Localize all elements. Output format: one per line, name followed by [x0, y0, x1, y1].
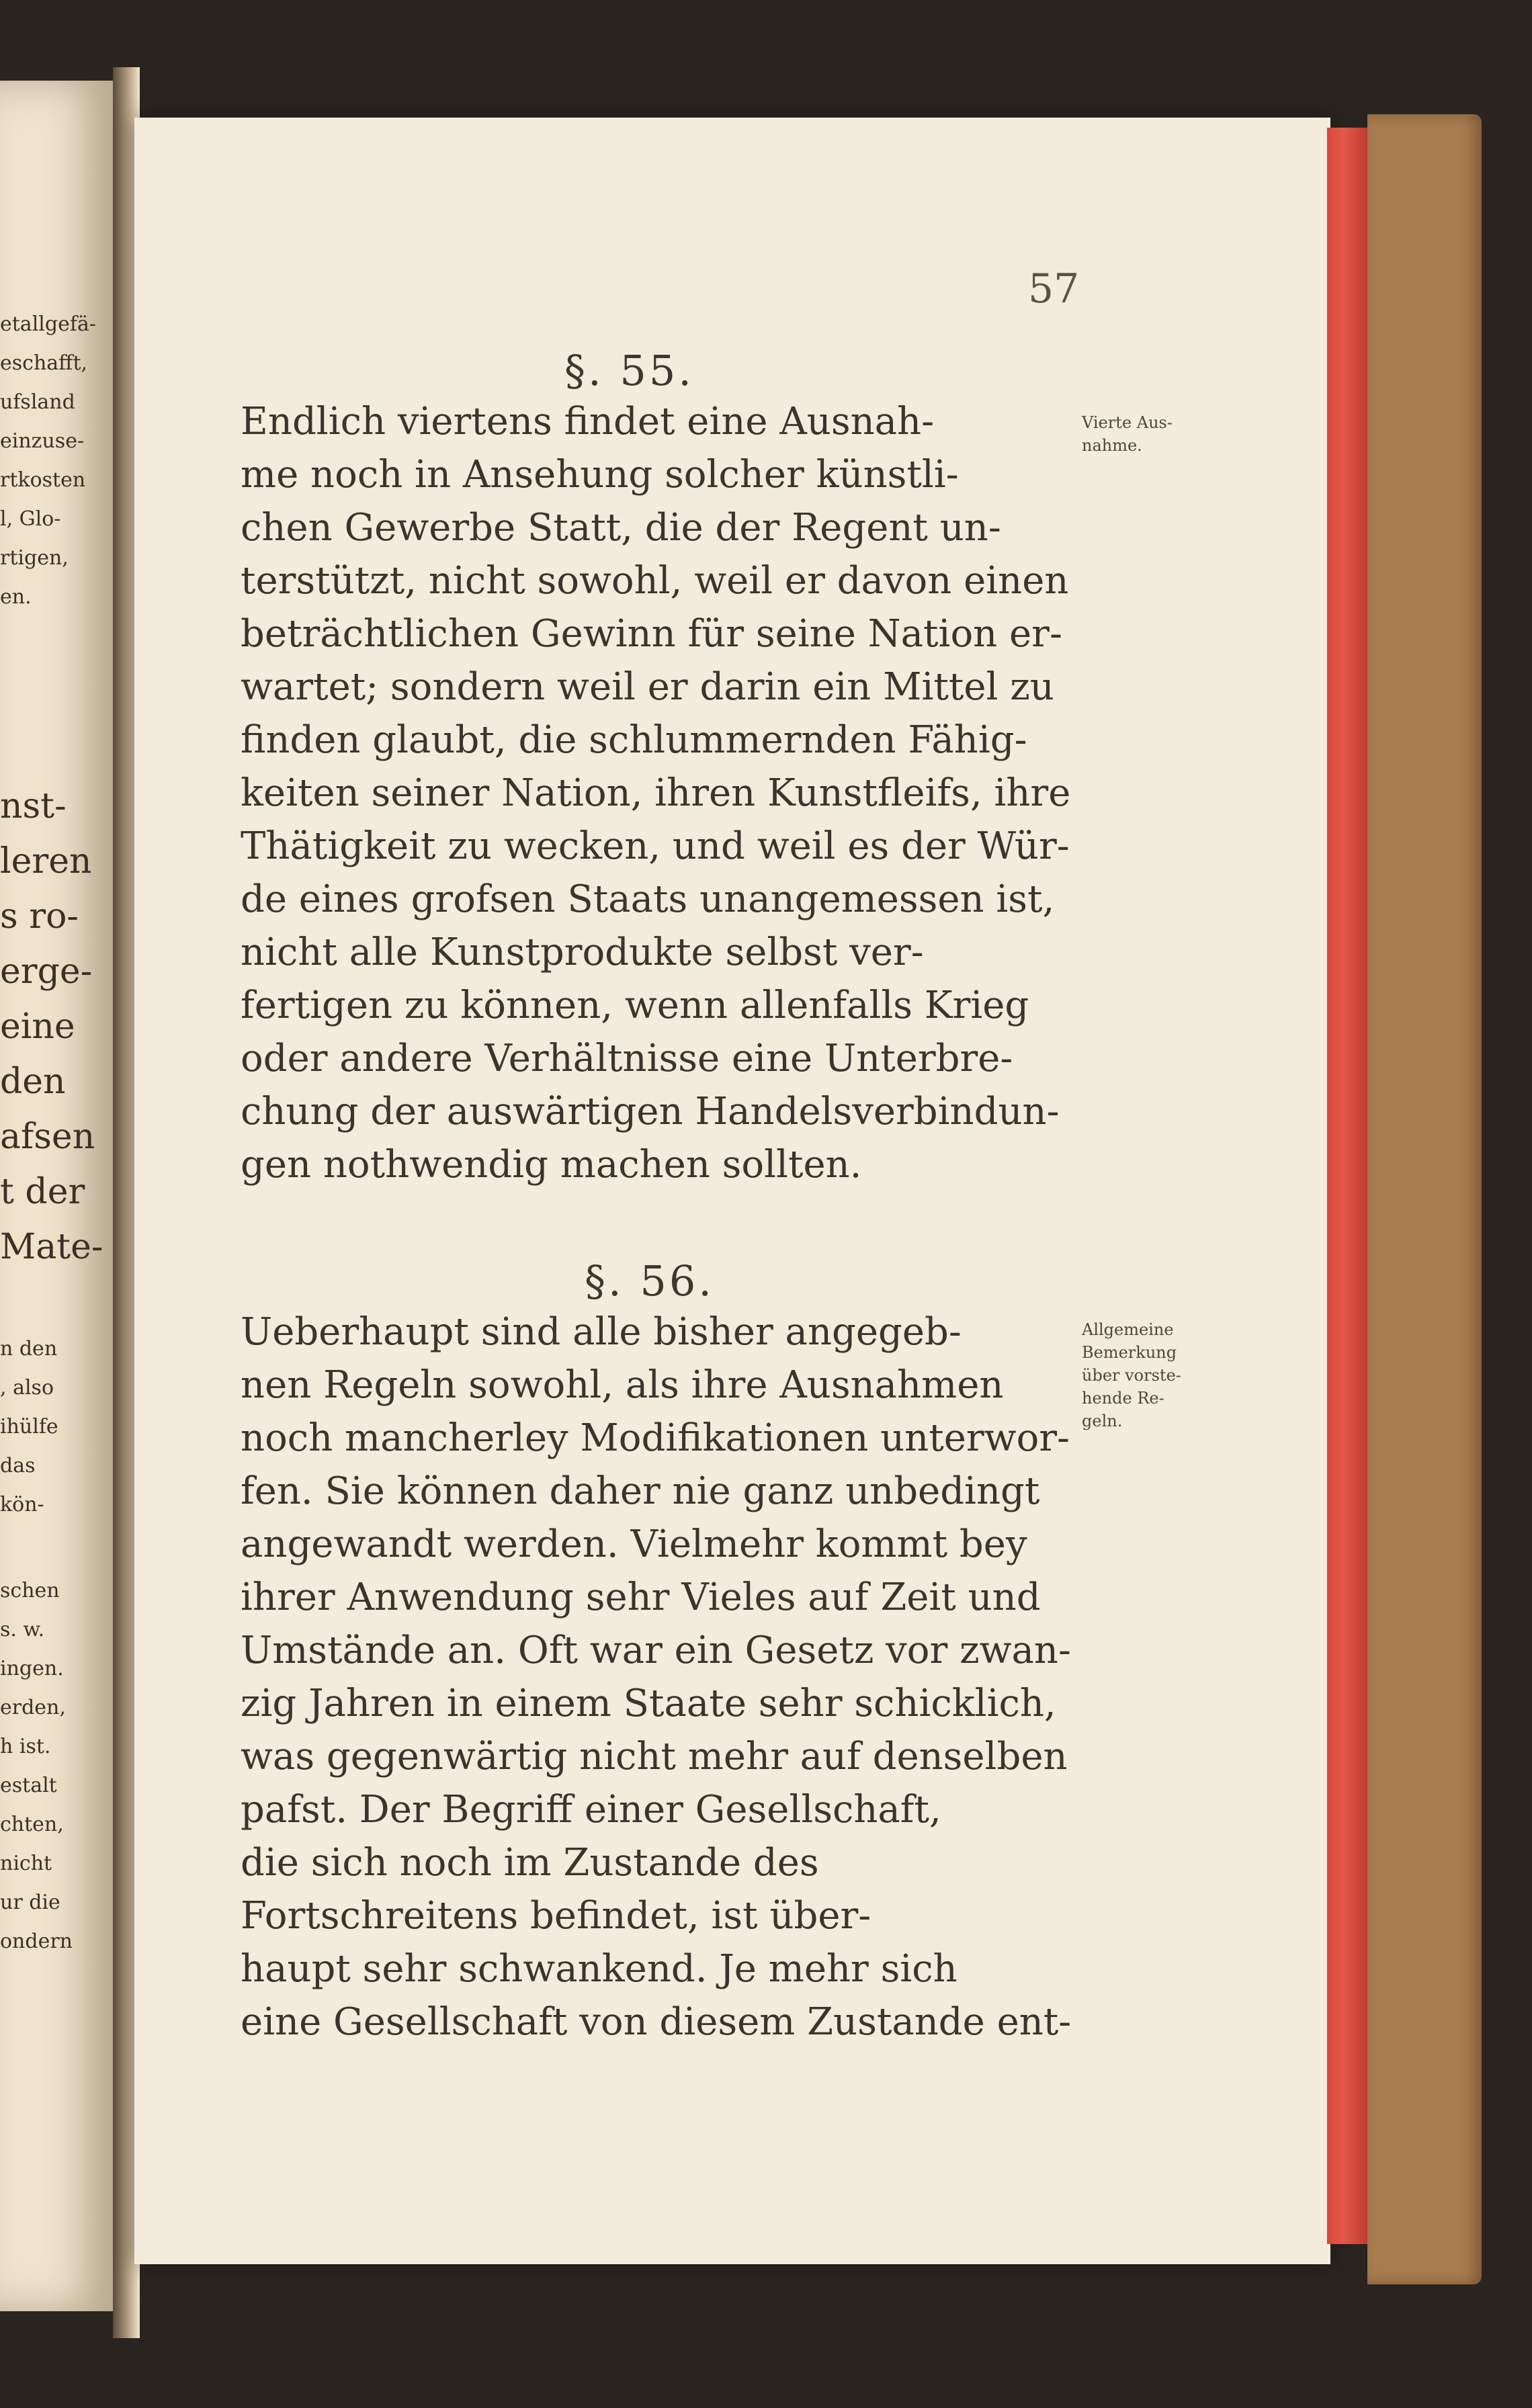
- text-line: Umstände an. Oft war ein Gesetz vor zwan-: [241, 1629, 1071, 1672]
- text-line: beträchtlichen Gewinn für seine Nation er-: [241, 612, 1062, 656]
- left-page-line: kön-: [0, 1493, 44, 1516]
- left-page-line: einzuse-: [0, 429, 85, 453]
- left-page-line: rtigen,: [0, 546, 69, 570]
- left-page-line: l, Glo-: [0, 507, 61, 531]
- left-page-line: t der: [0, 1172, 85, 1212]
- text-line: eine Gesellschaft von diesem Zustande ent-: [241, 2000, 1072, 2044]
- text-line: Fortschreitens befindet, ist über-: [241, 1894, 871, 1938]
- text-line: die sich noch im Zustande des: [241, 1841, 819, 1885]
- text-line: de eines grofsen Staats unangemessen ist,: [241, 877, 1055, 921]
- left-page-line: erge-: [0, 951, 93, 992]
- left-page-line: den: [0, 1062, 66, 1102]
- left-page-line: n den: [0, 1337, 58, 1361]
- text-line: nen Regeln sowohl, als ihre Ausnahmen: [241, 1363, 1004, 1407]
- text-line: fen. Sie können daher nie ganz unbedingt: [241, 1469, 1040, 1513]
- margin-note-line: Bemerkung: [1082, 1343, 1177, 1362]
- left-page-line: s ro-: [0, 896, 79, 937]
- margin-note-line: über vorste-: [1082, 1366, 1181, 1385]
- text-line: haupt sehr schwankend. Je mehr sich: [241, 1947, 958, 1991]
- left-page-line: ondern: [0, 1930, 73, 1953]
- left-page-line: h ist.: [0, 1735, 51, 1758]
- section-heading-56: §. 56.: [585, 1256, 715, 1305]
- margin-note-line: Vierte Aus-: [1082, 413, 1173, 432]
- left-page-line: nicht: [0, 1852, 52, 1875]
- text-line: noch mancherley Modifikationen unterwor-: [241, 1416, 1070, 1460]
- left-page-line: ingen.: [0, 1657, 64, 1680]
- left-page-line: eschafft,: [0, 351, 88, 375]
- text-line: pafst. Der Begriff einer Gesellschaft,: [241, 1788, 941, 1832]
- text-line: Ueberhaupt sind alle bisher angegeb-: [241, 1310, 962, 1354]
- text-line: zig Jahren in einem Staate sehr schicklich,: [241, 1682, 1056, 1725]
- left-page-line: leren: [0, 841, 92, 882]
- text-line: nicht alle Kunstprodukte selbst ver-: [241, 931, 924, 974]
- left-page-line: ur die: [0, 1891, 60, 1914]
- left-page-line: erden,: [0, 1696, 66, 1719]
- text-line: wartet; sondern weil er darin ein Mittel zu: [241, 665, 1054, 709]
- left-page-line: Mate-: [0, 1227, 103, 1267]
- text-line: Endlich viertens findet eine Ausnah-: [241, 400, 935, 443]
- margin-note-line: Allgemeine: [1082, 1320, 1174, 1339]
- left-page-line: rtkosten: [0, 468, 86, 492]
- left-page-line: ufsland: [0, 390, 75, 414]
- text-line: ihrer Anwendung sehr Vieles auf Zeit und: [241, 1576, 1041, 1619]
- text-line: chen Gewerbe Statt, die der Regent un-: [241, 506, 1001, 550]
- section-heading-55: §. 55.: [564, 346, 695, 395]
- left-page-line: ihülfe: [0, 1415, 58, 1438]
- left-page-line: das: [0, 1454, 36, 1477]
- left-page-line: , also: [0, 1376, 54, 1400]
- text-line: oder andere Verhältnisse eine Unterbre-: [241, 1037, 1013, 1080]
- margin-note-line: geln.: [1082, 1412, 1123, 1430]
- left-page-line: estalt: [0, 1774, 57, 1797]
- text-line: me noch in Ansehung solcher künstli-: [241, 453, 959, 497]
- text-line: keiten seiner Nation, ihren Kunstfleifs, ihre: [241, 771, 1071, 815]
- text-line: gen nothwendig machen sollten.: [241, 1143, 862, 1187]
- left-page-line: nst-: [0, 786, 67, 826]
- text-line: Thätigkeit zu wecken, und weil es der Wür-: [241, 824, 1070, 868]
- left-page-line: en.: [0, 585, 32, 609]
- book-cover: [1367, 114, 1482, 2284]
- left-page-line: afsen: [0, 1117, 95, 1157]
- left-page-line: chten,: [0, 1813, 64, 1836]
- page-edge-red: [1327, 128, 1367, 2244]
- margin-note-line: hende Re-: [1082, 1389, 1164, 1408]
- left-facing-page: [0, 81, 113, 2311]
- page-number: 57: [1028, 265, 1080, 312]
- text-line: fertigen zu können, wenn allenfalls Krieg: [241, 984, 1029, 1027]
- text-line: finden glaubt, die schlummernden Fähig-: [241, 718, 1027, 762]
- left-page-line: eine: [0, 1006, 75, 1047]
- margin-note-line: nahme.: [1082, 436, 1142, 455]
- text-line: chung der auswärtigen Handelsverbindun-: [241, 1090, 1060, 1133]
- text-line: angewandt werden. Vielmehr kommt bey: [241, 1522, 1027, 1566]
- left-page-line: schen: [0, 1579, 60, 1602]
- text-line: terstützt, nicht sowohl, weil er davon einen: [241, 559, 1069, 603]
- left-page-line: s. w.: [0, 1618, 45, 1641]
- left-page-line: etallgefä-: [0, 312, 96, 336]
- text-line: was gegenwärtig nicht mehr auf denselben: [241, 1735, 1068, 1778]
